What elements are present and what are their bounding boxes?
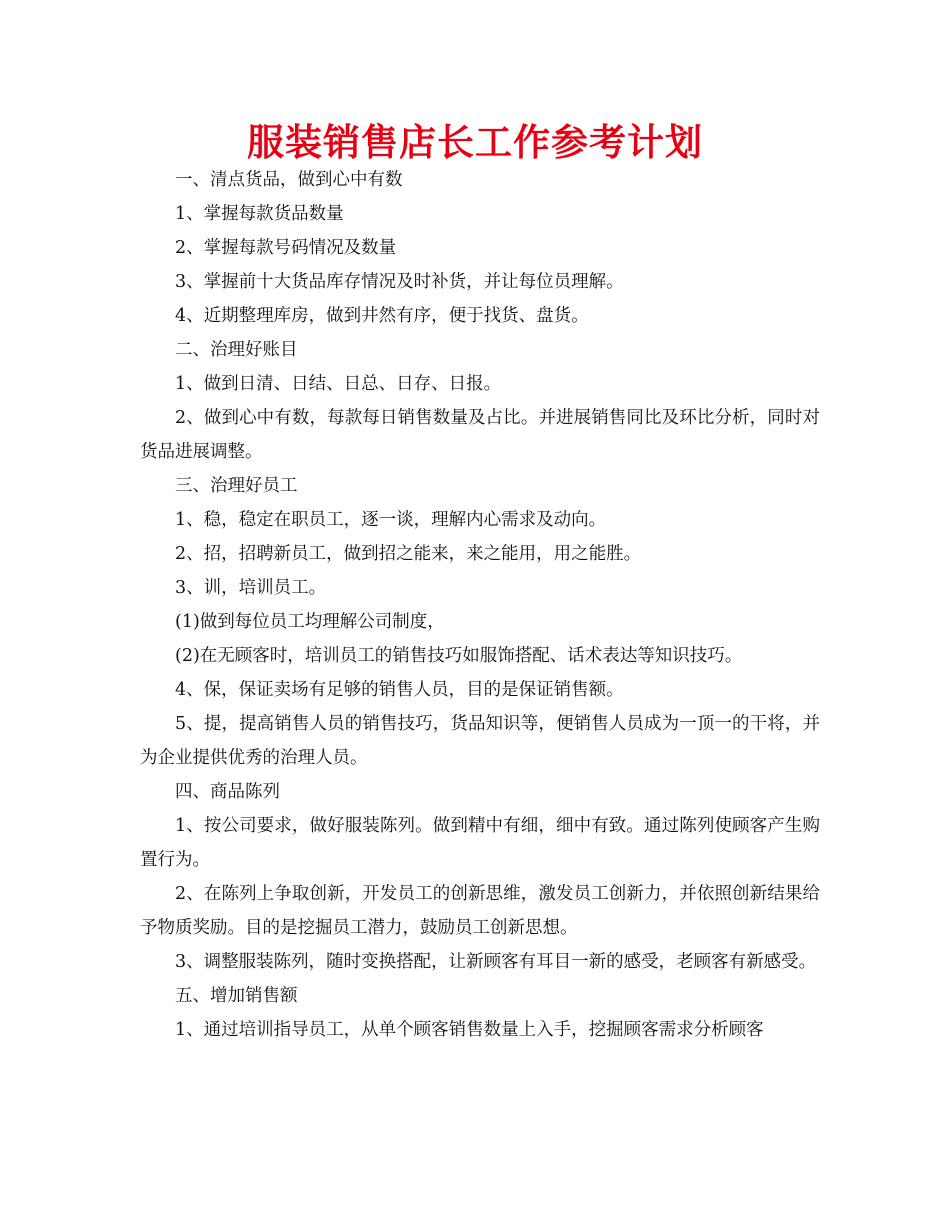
paragraph: 2、在陈列上争取创新，开发员工的创新思维，激发员工创新力，并依照创新结果给予物质奖励。目的是挖掘员工潜力，鼓励员工创新思想。 [140,884,820,938]
heading-3: 三、治理好员工 [175,476,298,496]
paragraph: 4、保，保证卖场有足够的销售人员，目的是保证销售额。 [175,680,624,700]
document-title: 服装销售店长工作参考计划 [247,121,703,164]
paragraph: 3、训，培训员工。 [175,578,327,598]
paragraph: 4、近期整理库房，做到井然有序，便于找货、盘货。 [175,306,589,326]
paragraph: 2、做到心中有数，每款每日销售数量及占比。并进展销售同比及环比分析，同时对货品进展调整。 [140,408,820,462]
paragraph: 2、掌握每款号码情况及数量 [175,238,397,258]
heading-1: 一、清点货品，做到心中有数 [175,170,403,190]
paragraph: (1)做到每位员工均理解公司制度， [175,612,445,632]
paragraph: 1、稳，稳定在职员工，逐一谈，理解内心需求及动向。 [175,510,607,530]
paragraph: 1、掌握每款货品数量 [175,204,344,224]
heading-2: 二、治理好账目 [175,340,298,360]
paragraph: 5、提，提高销售人员的销售技巧，货品知识等，便销售人员成为一顶一的干将，并为企业提供优秀的治理人员。 [140,714,820,768]
paragraph: 2、招，招聘新员工，做到招之能来，来之能用，用之能胜。 [175,544,642,564]
paragraph: 1、做到日清、日结、日总、日存、日报。 [175,374,502,394]
paragraph: 3、调整服装陈列，随时变换搭配，让新顾客有耳目一新的感受，老顾客有新感受。 [175,952,817,972]
paragraph: 1、通过培训指导员工，从单个顾客销售数量上入手，挖掘顾客需求分析顾客 [175,1020,764,1040]
document-body [140,163,820,1047]
heading-5: 五、增加销售额 [175,986,298,1006]
heading-4: 四、商品陈列 [175,782,280,802]
paragraph: 3、掌握前十大货品库存情况及时补货，并让每位员理解。 [175,272,624,292]
paragraph: (2)在无顾客时，培训员工的销售技巧如服饰搭配、话术表达等知识技巧。 [175,646,743,666]
paragraph: 1、按公司要求，做好服装陈列。做到精中有细，细中有致。通过陈列使顾客产生购置行为。 [140,816,820,870]
